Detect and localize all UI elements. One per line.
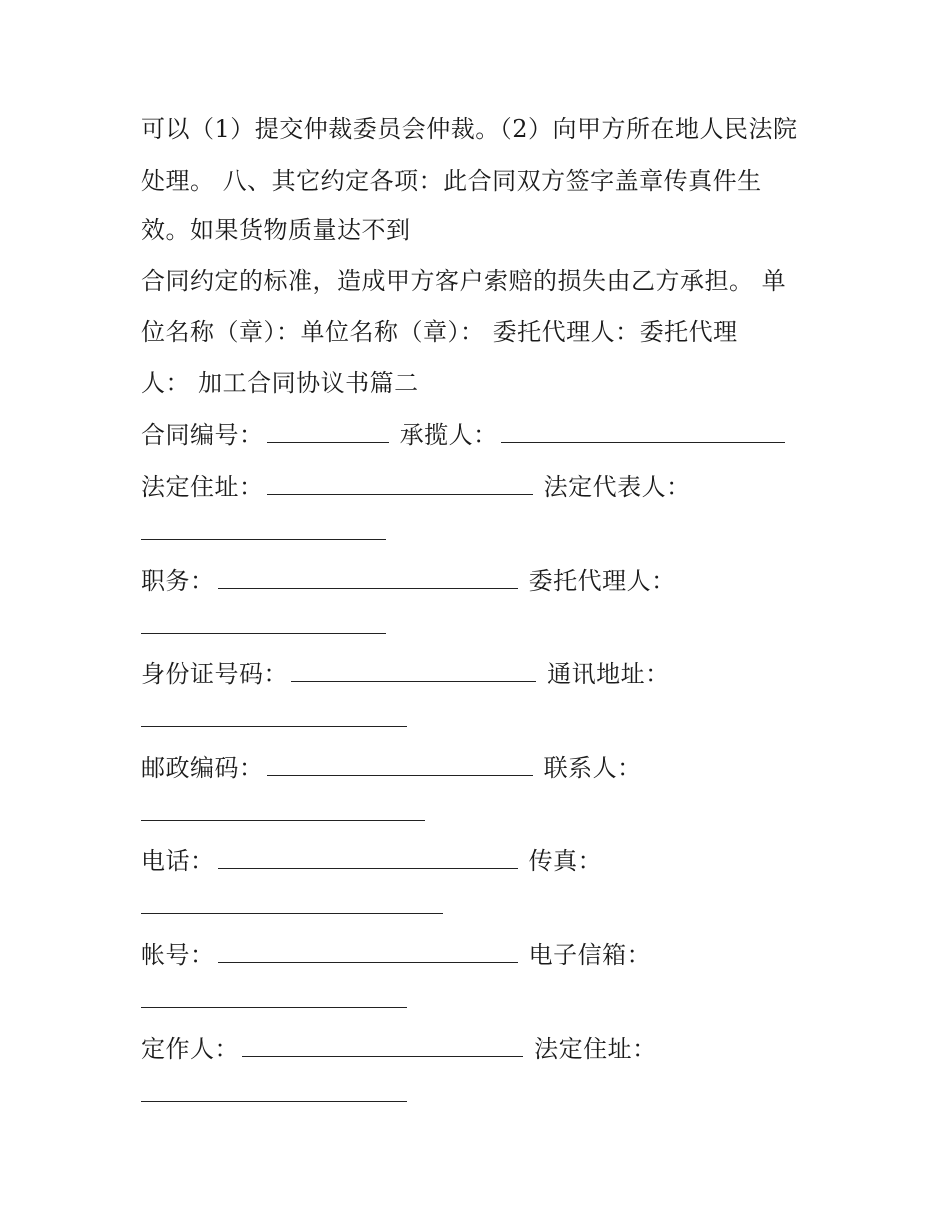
legal-address2-label: 法定住址： [534, 1035, 657, 1063]
postcode-label: 邮政编码： [141, 754, 264, 782]
id-number-row [141, 659, 670, 689]
fax-blank-row [141, 891, 446, 921]
account-row [141, 940, 651, 970]
contact-blank[interactable] [141, 798, 425, 821]
phone-row [141, 846, 602, 876]
contract-no-blank[interactable] [267, 420, 389, 443]
contract-no-label: 合同编号： [141, 421, 264, 449]
paragraph-line-6: 人： 加工合同协议书篇二 [141, 369, 419, 397]
legal-address-label: 法定住址： [141, 473, 264, 501]
id-number-blank[interactable] [291, 659, 536, 682]
id-number-label: 身份证号码： [141, 660, 288, 688]
orderer-row [141, 1034, 657, 1064]
agent-blank-row [141, 611, 389, 641]
postcode-row [141, 753, 642, 783]
paragraph-line-1: 可以（1）提交仲裁委员会仲裁。（2）向甲方所在地人民法院 [141, 115, 798, 143]
fax-blank[interactable] [141, 891, 443, 914]
paragraph-line-3: 效。如果货物质量达不到 [141, 216, 411, 244]
agent-blank[interactable] [141, 611, 386, 634]
fax-label: 传真： [528, 847, 603, 875]
paragraph-line-4: 合同约定的标准，造成甲方客户索赔的损失由乙方承担。 单 [141, 267, 787, 295]
email-label: 电子信箱： [528, 941, 652, 969]
account-blank[interactable] [218, 940, 518, 963]
mail-address-blank[interactable] [141, 704, 407, 727]
position-blank[interactable] [218, 566, 518, 589]
contractor-label: 承揽人： [399, 421, 498, 449]
position-row [141, 566, 676, 596]
paragraph-line-5: 位名称（章）：单位名称（章）： 委托代理人：委托代理 [141, 318, 738, 346]
legal-rep-label: 法定代表人： [543, 473, 691, 501]
contact-label: 联系人： [543, 754, 642, 782]
email-blank[interactable] [141, 985, 407, 1008]
orderer-label: 定作人： [141, 1035, 239, 1063]
mail-address-label: 通讯地址： [547, 660, 670, 688]
postcode-blank[interactable] [267, 753, 533, 776]
mail-address-blank-row [141, 704, 410, 734]
phone-blank[interactable] [218, 846, 518, 869]
account-label: 帐号： [141, 941, 215, 969]
contractor-blank[interactable] [501, 420, 785, 443]
contract-no-row [141, 420, 788, 450]
agent-label: 委托代理人： [528, 567, 676, 595]
legal-rep-blank[interactable] [141, 517, 386, 540]
contact-blank-row [141, 798, 428, 828]
phone-label: 电话： [141, 847, 215, 875]
legal-address-row [141, 472, 691, 502]
legal-rep-blank-row [141, 517, 389, 547]
legal-address2-blank[interactable] [141, 1079, 407, 1102]
paragraph-line-2: 处理。 八、其它约定各项：此合同双方签字盖章传真件生 [141, 167, 762, 195]
orderer-blank[interactable] [242, 1034, 523, 1057]
legal-address-blank[interactable] [267, 472, 533, 495]
position-label: 职务： [141, 567, 215, 595]
email-blank-row [141, 985, 410, 1015]
legal-address2-blank-row [141, 1079, 410, 1109]
